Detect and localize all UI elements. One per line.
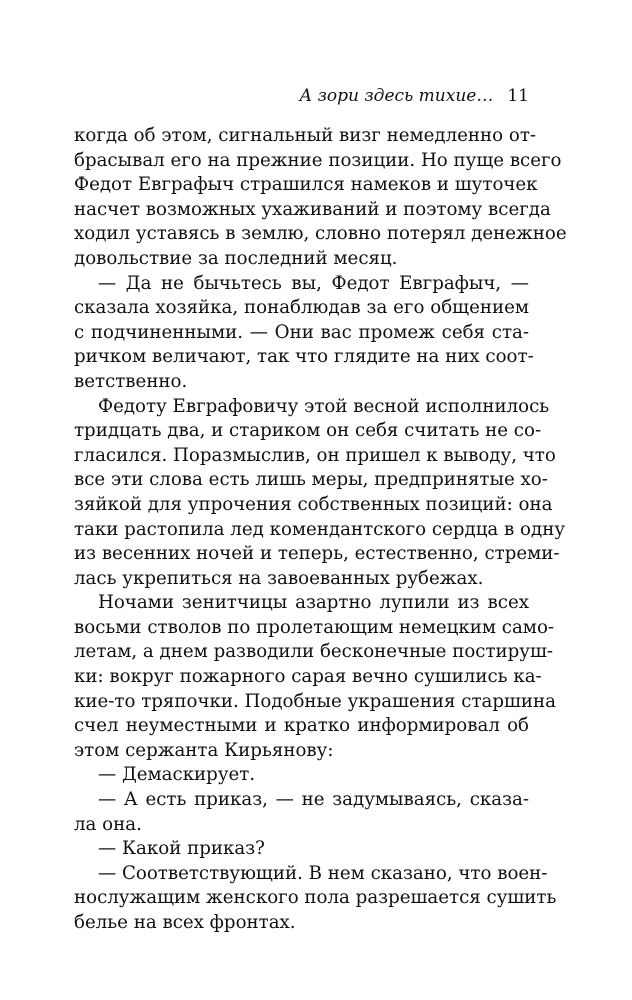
text-line: тридцать два, и стариком он себя считать не со- — [74, 420, 542, 442]
text-line: — Да не бычьтесь вы, Федот Евграфыч, — — [98, 272, 529, 294]
text-line: ла она. — [74, 813, 142, 835]
text-line: Ночами зенитчицы азартно лупили из всех — [98, 592, 529, 614]
text-line: летам, а днем разводили бесконечные постируш- — [74, 641, 554, 663]
text-line: Федоту Евграфовичу этой весной исполнилось — [98, 395, 550, 417]
text-line: ходил уставясь в землю, словно потерял денежное — [74, 223, 567, 245]
text-line: этом сержанта Кирьянову: — [74, 739, 334, 761]
text-line: белье на всех фронтах. — [74, 912, 296, 933]
text-line: ки: вокруг пожарного сарая вечно сушились ка- — [74, 666, 542, 688]
text-line: — Демаскирует. — [98, 764, 256, 786]
page-number: 11 — [507, 86, 529, 106]
running-header — [299, 86, 529, 106]
text-line: таки растопила лед комендантского сердца в одну — [74, 518, 566, 540]
running-title: А зори здесь тихие… — [299, 86, 494, 106]
text-line: из весенних ночей и теперь, естественно, стреми- — [74, 543, 560, 565]
text-line: когда об этом, сигнальный визг немедленно от- — [74, 125, 537, 146]
text-line: ричком величают, так что глядите на них соот- — [74, 346, 534, 368]
text-line: зяйкой для упрочения собственных позиций: она — [74, 493, 553, 515]
text-line: восьми стволов по пролетающим немецким само- — [74, 616, 555, 638]
text-line: брасывал его на прежние позиции. Но пуще всего — [74, 149, 562, 171]
text-line: все эти слова есть лишь меры, предпринятые хо- — [74, 469, 548, 491]
text-line: довольствие за последний месяц. — [74, 247, 398, 269]
text-line: сказала хозяйка, понаблюдав за его общением — [74, 297, 529, 319]
text-line: счел неуместными и кратко информировал об — [74, 715, 529, 737]
text-line: Федот Евграфыч страшился намеков и шуточек — [74, 174, 538, 196]
text-line: нослужащим женского пола разрешается сушить — [74, 887, 557, 909]
text-line: лась укрепиться на завоеванных рубежах. — [74, 567, 484, 589]
text-line: гласился. Поразмыслив, он пришел к выводу, что — [74, 444, 556, 466]
text-line: насчет возможных ухаживаний и поэтому всегда — [74, 198, 551, 220]
text-line: кие-то тряпочки. Подобные украшения старшина — [74, 690, 557, 712]
text-line: — Соответствующий. В нем сказано, что воен- — [98, 862, 548, 884]
text-line: с подчиненными. — Они вас промеж себя ста- — [74, 321, 529, 343]
text-line: ветственно. — [74, 370, 188, 392]
text-line: — Какой приказ? — [98, 838, 265, 860]
text-body — [74, 124, 567, 936]
text-line: — А есть приказ, — не задумываясь, сказа- — [98, 789, 529, 811]
